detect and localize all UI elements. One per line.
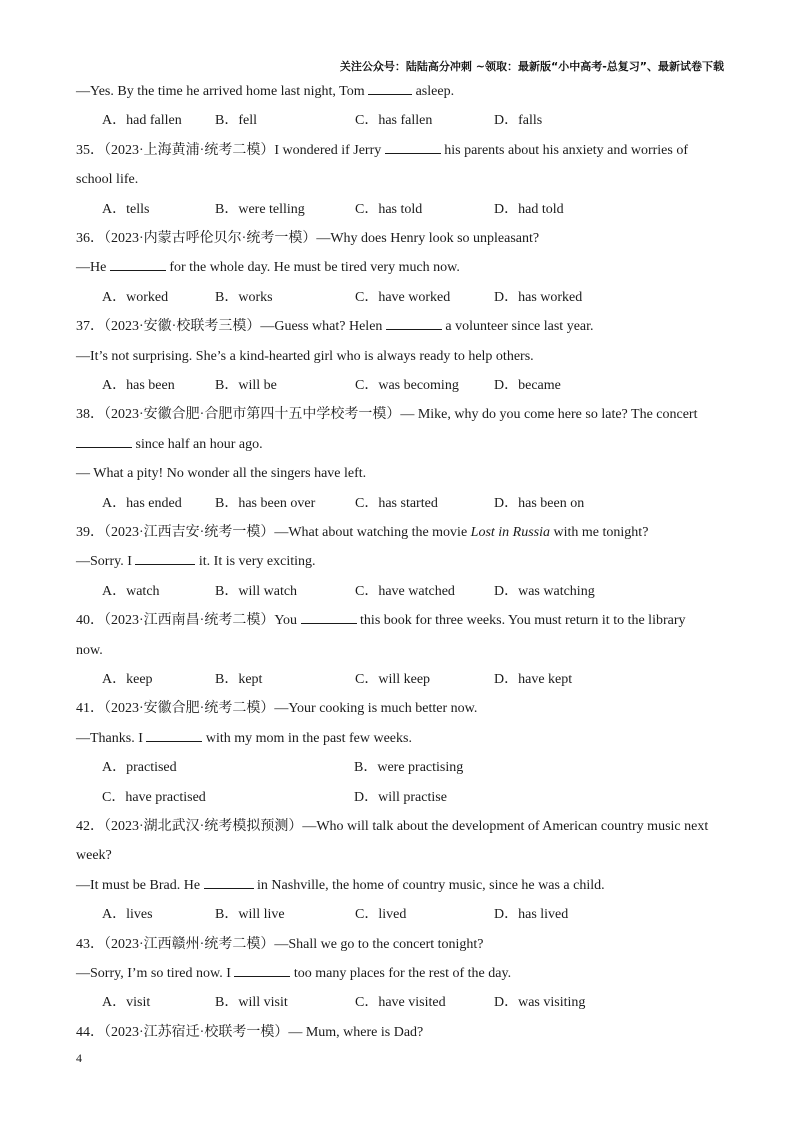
- option-a[interactable]: A．has ended: [102, 495, 182, 511]
- question-source: （2023·江苏宿迁·校联考一模）: [104, 1024, 289, 1040]
- answer-blank: [385, 141, 441, 154]
- question-number: 40．: [76, 613, 104, 629]
- option-c[interactable]: C．will keep: [355, 672, 431, 688]
- q43-text-post: too many places for the rest of the day.: [290, 966, 512, 982]
- q36-text-post: for the whole day. He must be tired very much now.: [165, 260, 460, 276]
- q42-line3: [76, 871, 726, 900]
- q39-line2: [76, 547, 726, 576]
- option-d[interactable]: D．have kept: [494, 672, 573, 688]
- option-b[interactable]: B．will be: [215, 378, 277, 394]
- option-d[interactable]: D．was visiting: [494, 995, 586, 1011]
- q40-line2: now.: [76, 642, 103, 658]
- question-source: （2023·上海黄浦·统考二模）: [104, 142, 275, 158]
- q36-options: [76, 283, 726, 312]
- option-d[interactable]: D．will practise: [354, 789, 447, 805]
- q41-text: —Your cooking is much better now.: [274, 701, 478, 717]
- option-d[interactable]: D．had told: [494, 201, 564, 217]
- q41-line2: [76, 724, 726, 753]
- page-number: 4: [76, 1051, 82, 1065]
- q34-text-post: asleep.: [412, 84, 455, 99]
- q42-line1: [76, 812, 726, 841]
- option-c[interactable]: C．has fallen: [355, 113, 433, 129]
- q35-text-post: his parents about his anxiety and worries of: [440, 142, 689, 158]
- q37-text-pre: —Guess what? Helen: [260, 319, 386, 335]
- q35-line1: [76, 136, 726, 165]
- question-number: 35．: [76, 142, 104, 158]
- q36-text: —Why does Henry look so unpleasant?: [316, 231, 540, 246]
- q44-text: — Mum, where is Dad?: [288, 1024, 424, 1040]
- answer-blank: [386, 317, 442, 330]
- movie-title: Lost in Russia: [470, 525, 551, 541]
- q41-options-row2: [76, 783, 726, 812]
- q42-text-pre: —It must be Brad. He: [76, 877, 204, 893]
- q43-line1: [76, 930, 726, 959]
- question-source: （2023·江西吉安·统考一模）: [104, 525, 275, 541]
- q40-text-pre: You: [274, 613, 301, 629]
- question-number: 44．: [76, 1024, 104, 1040]
- page-header: 关注公众号：陆陆高分冲刺 ~领取：最新版“小中高考-总复习”、最新试卷下载: [339, 60, 724, 73]
- q34-line: [76, 77, 726, 106]
- option-b[interactable]: B．will watch: [215, 583, 298, 599]
- option-c[interactable]: C．have worked: [355, 289, 451, 305]
- question-number: 37．: [76, 319, 104, 335]
- q37-options: [76, 371, 726, 400]
- option-d[interactable]: D．has lived: [494, 907, 569, 923]
- question-source: （2023·江西南昌·统考二模）: [104, 613, 275, 629]
- q38-options: [76, 489, 726, 518]
- option-c[interactable]: C．lived: [355, 907, 407, 923]
- option-d[interactable]: D．became: [494, 378, 561, 394]
- q37-text-post: a volunteer since last year.: [441, 319, 594, 335]
- answer-blank: [146, 729, 202, 742]
- option-c[interactable]: C．have watched: [355, 583, 455, 599]
- option-d[interactable]: D．was watching: [494, 583, 595, 599]
- option-a[interactable]: A．practised: [102, 760, 177, 776]
- q41-text-pre: —Thanks. I: [76, 730, 147, 746]
- option-d[interactable]: D．has been on: [494, 495, 585, 511]
- option-a[interactable]: A．had fallen: [102, 113, 182, 129]
- question-number: 43．: [76, 936, 104, 952]
- option-c[interactable]: C．was becoming: [355, 378, 459, 394]
- question-number: 41．: [76, 701, 104, 717]
- q35-text-pre: I wondered if Jerry: [274, 142, 385, 158]
- question-number: 39．: [76, 525, 104, 541]
- option-b[interactable]: B．will live: [215, 907, 285, 923]
- question-list: [76, 77, 726, 1047]
- q34-text-pre: —Yes. By the time he arrived home last night, Tom: [76, 84, 369, 99]
- q36-line1: [76, 224, 726, 253]
- q39-options: [76, 577, 726, 606]
- question-source: （2023·安徽合肥·统考二模）: [104, 701, 275, 717]
- q38-line1: [76, 400, 726, 429]
- q39-text-pre: —What about watching the movie: [274, 525, 471, 541]
- answer-blank: [135, 552, 195, 565]
- option-c[interactable]: C．have visited: [355, 995, 446, 1011]
- question-source: （2023·内蒙古呼伦贝尔·统考一模）: [104, 231, 317, 246]
- q42-line2: week?: [76, 848, 112, 864]
- q43-text-pre: —Sorry, I’m so tired now. I: [76, 966, 235, 982]
- question-source: （2023·江西赣州·统考二模）: [104, 936, 275, 952]
- option-b[interactable]: B．kept: [215, 672, 263, 688]
- option-a[interactable]: A．keep: [102, 672, 153, 688]
- option-b[interactable]: B．will visit: [215, 995, 288, 1011]
- option-b[interactable]: B．were practising: [354, 760, 464, 776]
- option-a[interactable]: A．tells: [102, 201, 150, 217]
- option-b[interactable]: B．has been over: [215, 495, 316, 511]
- option-d[interactable]: D．falls: [494, 113, 543, 129]
- q43-text: —Shall we go to the concert tonight?: [274, 936, 484, 952]
- q34-options: [76, 106, 726, 135]
- q42-text-post: in Nashville, the home of country music, since he was a child.: [253, 877, 605, 893]
- q40-text-post: this book for three weeks. You must return it to the library: [356, 613, 686, 629]
- q36-text-pre: —He: [76, 260, 110, 276]
- option-a[interactable]: A．has been: [102, 378, 175, 394]
- q42-text: —Who will talk about the development of American country music next: [302, 819, 709, 835]
- q40-options: [76, 665, 726, 694]
- option-b[interactable]: B．works: [215, 289, 273, 305]
- q39-text-pre2: —Sorry. I: [76, 554, 136, 570]
- question-source: （2023·安徽合肥·合肥市第四十五中学校考一模）: [104, 407, 401, 423]
- option-a[interactable]: A．watch: [102, 583, 160, 599]
- q39-line1: [76, 518, 726, 547]
- q38-text-post: since half an hour ago.: [132, 436, 263, 452]
- q41-options-row1: [76, 753, 726, 782]
- option-b[interactable]: B．fell: [215, 113, 257, 129]
- question-source: （2023·湖北武汉·统考模拟预测）: [104, 819, 303, 835]
- q39-text-post2: it. It is very exciting.: [195, 554, 316, 570]
- answer-blank: [368, 82, 412, 95]
- option-a[interactable]: A．worked: [102, 289, 169, 305]
- q37-line2: —It’s not surprising. She’s a kind-hearted girl who is always ready to help others.: [76, 348, 534, 364]
- option-a[interactable]: A．lives: [102, 907, 153, 923]
- q40-line1: [76, 606, 726, 635]
- q38-line3: — What a pity! No wonder all the singers have left.: [76, 466, 367, 482]
- q35-line2: school life.: [76, 172, 139, 188]
- q38-text: — Mike, why do you come here so late? The concert: [400, 407, 698, 423]
- option-a[interactable]: A．visit: [102, 995, 151, 1011]
- question-number: 38．: [76, 407, 104, 423]
- q41-text-post: with my mom in the past few weeks.: [202, 730, 412, 746]
- answer-blank: [234, 964, 290, 977]
- option-c[interactable]: C．has started: [355, 495, 438, 511]
- q41-line1: [76, 694, 726, 723]
- answer-blank: [301, 611, 357, 624]
- answer-blank: [110, 258, 166, 271]
- q43-line2: [76, 959, 726, 988]
- q44-line1: [76, 1018, 726, 1047]
- option-b[interactable]: B．were telling: [215, 201, 305, 217]
- option-d[interactable]: D．has worked: [494, 289, 583, 305]
- q37-line1: [76, 312, 726, 341]
- option-c[interactable]: C．has told: [355, 201, 423, 217]
- q39-text-post: with me tonight?: [550, 525, 649, 541]
- q43-options: [76, 988, 726, 1017]
- option-c[interactable]: C．have practised: [102, 789, 206, 805]
- question-number: 42．: [76, 819, 104, 835]
- answer-blank: [76, 435, 132, 448]
- q42-options: [76, 900, 726, 929]
- q35-options: [76, 195, 726, 224]
- answer-blank: [204, 876, 254, 889]
- question-number: 36．: [76, 231, 104, 246]
- q38-line2: [76, 430, 726, 459]
- question-source: （2023·安徽·校联考三模）: [104, 319, 261, 335]
- q36-line2: [76, 253, 726, 282]
